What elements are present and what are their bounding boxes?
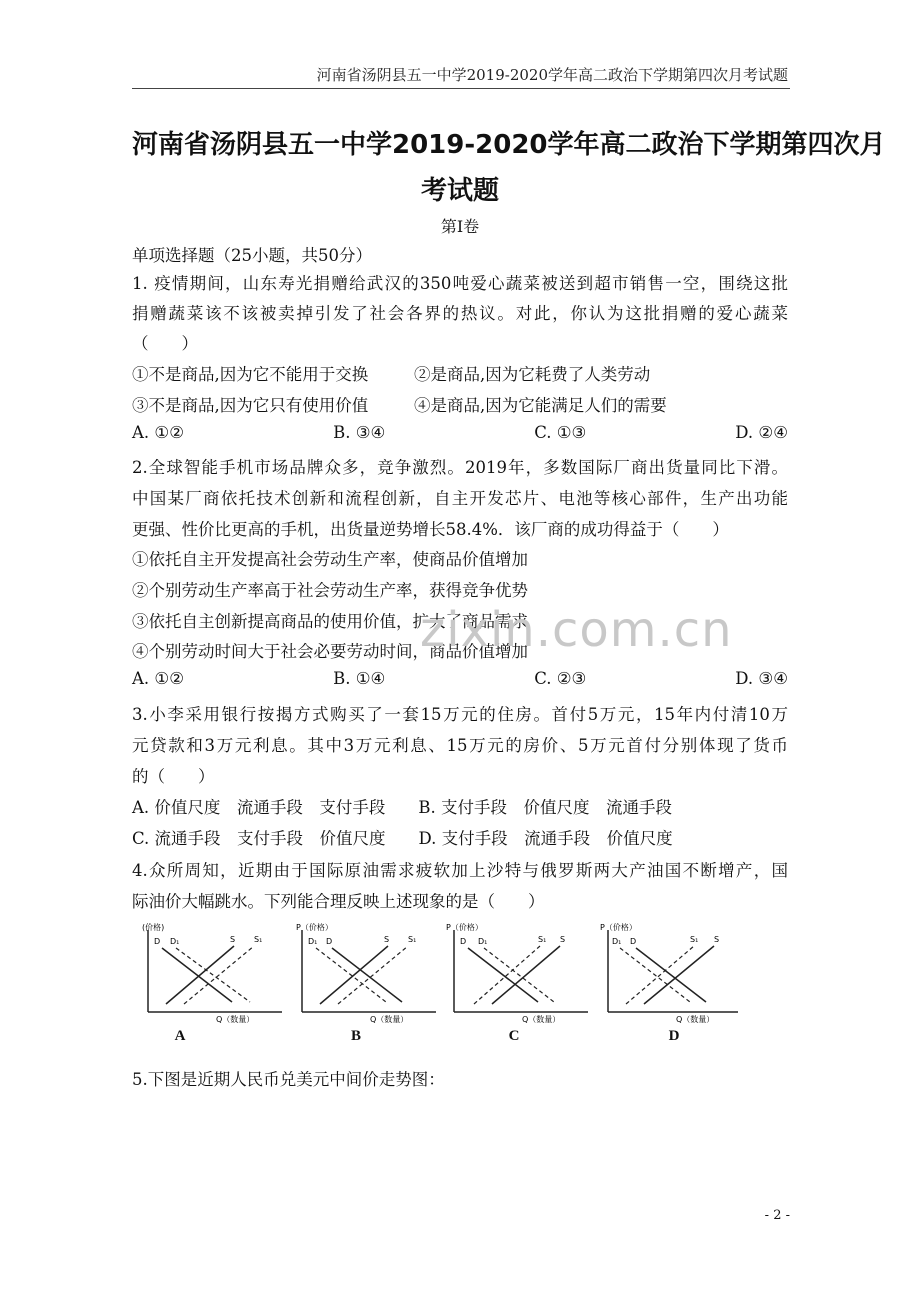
graph-c-label: C	[508, 1028, 520, 1044]
q4-stem-line: 4.众所周知，近期由于国际原油需求疲软加上沙特与俄罗斯两大产油国不断增产，国	[132, 861, 788, 880]
option-b: B. ③④	[333, 423, 386, 442]
curve-label: D₁	[612, 937, 622, 946]
curve-label: D₁	[478, 937, 488, 946]
graph-b-label: B	[350, 1028, 361, 1044]
graph-c	[446, 922, 588, 1024]
q3-stem-line: 3.小李采用银行按揭方式购买了一套15万元的住房。首付5万元，15年内付清10万	[132, 705, 788, 724]
document-title-line2: 考试题	[420, 176, 499, 206]
graph-d-x-label: Q（数量）	[676, 1015, 715, 1024]
q2-stem-line: 更强、性价比更高的手机，出货量逆势增长58.4%．该厂商的成功得益于（ ）	[132, 520, 729, 539]
q3-stem-line: 的（ ）	[132, 767, 215, 786]
watermark: zixin.com.cn	[420, 602, 733, 658]
q2-item: ①依托自主开发提高社会劳动生产率，使商品价值增加	[132, 550, 528, 569]
q4-stem-line: 际油价大幅跳水。下列能合理反映上述现象的是（ ）	[132, 892, 545, 911]
q2-item: ②个别劳动生产率高于社会劳动生产率，获得竞争优势	[132, 581, 528, 600]
curve-label: S₁	[538, 935, 547, 944]
curve-label: S₁	[254, 935, 263, 944]
curve-label: D	[154, 937, 161, 946]
q2-stem-line: 2.全球智能手机市场品牌众多，竞争激烈。2019年，多数国际厂商出货量同比下滑。	[132, 458, 788, 477]
q1-options	[132, 423, 788, 442]
section-heading: 单项选择题（25小题，共50分）	[132, 246, 372, 265]
graph-c-y-label: P（价格）	[446, 923, 483, 932]
header-rule	[132, 88, 790, 89]
option-c: C. ②③	[534, 669, 587, 688]
q1-stem-line: 1. 疫情期间，山东寿光捐赠给武汉的350吨爱心蔬菜被送到超市销售一空，围绕这批	[132, 274, 788, 293]
curve-label: D₁	[170, 937, 180, 946]
graph-b	[296, 922, 436, 1024]
q1-item: ④是商品,因为它能满足人们的需要	[414, 396, 667, 415]
supply-demand-graphs	[140, 922, 740, 1052]
option-a: A. ①②	[132, 669, 184, 688]
option-c: C. ①③	[534, 423, 587, 442]
q3-stem-line: 元贷款和3万元利息。其中3万元利息、15万元的房价、5万元首付分别体现了货币	[132, 736, 788, 755]
graph-c-x-label: Q（数量）	[522, 1015, 561, 1024]
option-b: B. ①④	[333, 669, 386, 688]
curve-label: D	[630, 937, 637, 946]
curve-label: S₁	[408, 935, 417, 944]
curve-label: S	[714, 935, 720, 944]
q1-item: ①不是商品,因为它不能用于交换	[132, 365, 369, 384]
graph-d-label: D	[668, 1028, 680, 1044]
volume-heading: 第Ⅰ卷	[440, 217, 480, 236]
curve-label: D	[326, 937, 333, 946]
q2-options	[132, 669, 788, 688]
graph-a	[142, 922, 282, 1024]
q1-item: ②是商品,因为它耗费了人类劳动	[414, 365, 651, 384]
graphs-svg	[140, 922, 740, 1026]
graph-b-x-label: Q（数量）	[370, 1015, 409, 1024]
page-number: - 2 -	[764, 1208, 790, 1223]
graph-b-y-label: P（价格）	[296, 923, 333, 932]
graph-a-x-label: Q（数量）	[216, 1015, 255, 1024]
option-d: D. ③④	[735, 669, 788, 688]
graph-a-label: A	[174, 1028, 186, 1044]
option-a: A. ①②	[132, 423, 184, 442]
q5-stem-line: 5.下图是近期人民币兑美元中间价走势图：	[132, 1070, 445, 1089]
q2-item: ④个别劳动时间大于社会必要劳动时间，商品价值增加	[132, 642, 528, 661]
q3-option-row: C. 流通手段 支付手段 价值尺度 D. 支付手段 流通手段 价值尺度	[132, 829, 673, 848]
curve-label: D₁	[308, 937, 318, 946]
curve-label: S	[384, 935, 390, 944]
q1-item: ③不是商品,因为它只有使用价值	[132, 396, 369, 415]
q1-stem-line: （ ）	[132, 334, 198, 353]
curve-label: S	[560, 935, 566, 944]
option-d: D. ②④	[735, 423, 788, 442]
graph-a-y-label: (价格)	[142, 923, 165, 932]
graph-d	[600, 922, 738, 1024]
running-header: 河南省汤阴县五一中学2019-2020学年高二政治下学期第四次月考试题	[316, 66, 788, 84]
q3-option-row: A. 价值尺度 流通手段 支付手段 B. 支付手段 价值尺度 流通手段	[132, 798, 673, 817]
document-title-line1: 河南省汤阴县五一中学2019-2020学年高二政治下学期第四次月	[132, 130, 886, 160]
curve-label: S₁	[690, 935, 699, 944]
curve-label: S	[230, 935, 236, 944]
q1-stem-line: 捐赠蔬菜该不该被卖掉引发了社会各界的热议。对此，你认为这批捐赠的爱心蔬菜	[132, 304, 788, 323]
q2-item: ③依托自主创新提高商品的使用价值，扩大了商品需求	[132, 612, 528, 631]
curve-label: D	[460, 937, 467, 946]
graph-d-y-label: P（价格）	[600, 923, 637, 932]
q2-stem-line: 中国某厂商依托技术创新和流程创新，自主开发芯片、电池等核心部件，生产出功能	[132, 489, 788, 508]
